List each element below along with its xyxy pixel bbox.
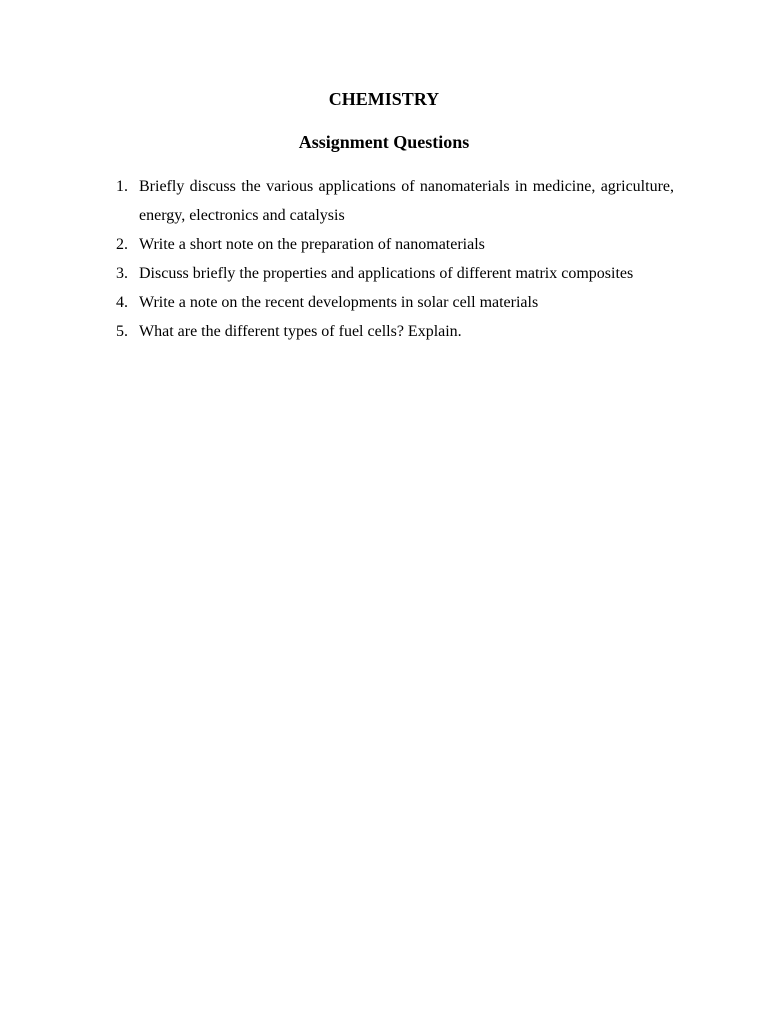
question-item-4 [112, 288, 674, 317]
question-number: 2. [116, 236, 128, 253]
question-text: Briefly discuss the various applications of nanomaterials in medicine, agriculture, energy, electronics and catalysis [139, 178, 674, 224]
question-item-2 [112, 230, 674, 259]
question-number: 4. [116, 294, 128, 311]
question-number: 1. [116, 178, 128, 195]
question-text: Discuss briefly the properties and applications of different matrix composites [139, 265, 634, 282]
document-subtitle: Assignment Questions [298, 132, 470, 152]
question-list [112, 172, 674, 346]
question-text: Write a note on the recent developments in solar cell materials [139, 294, 539, 311]
question-item-3 [112, 259, 674, 288]
question-item-1 [112, 172, 674, 230]
question-number: 5. [116, 323, 128, 340]
question-item-5 [112, 317, 674, 346]
question-text: What are the different types of fuel cells? Explain. [139, 323, 462, 340]
question-text: Write a short note on the preparation of nanomaterials [139, 236, 485, 253]
document-title: CHEMISTRY [328, 89, 440, 109]
question-number: 3. [116, 265, 128, 282]
